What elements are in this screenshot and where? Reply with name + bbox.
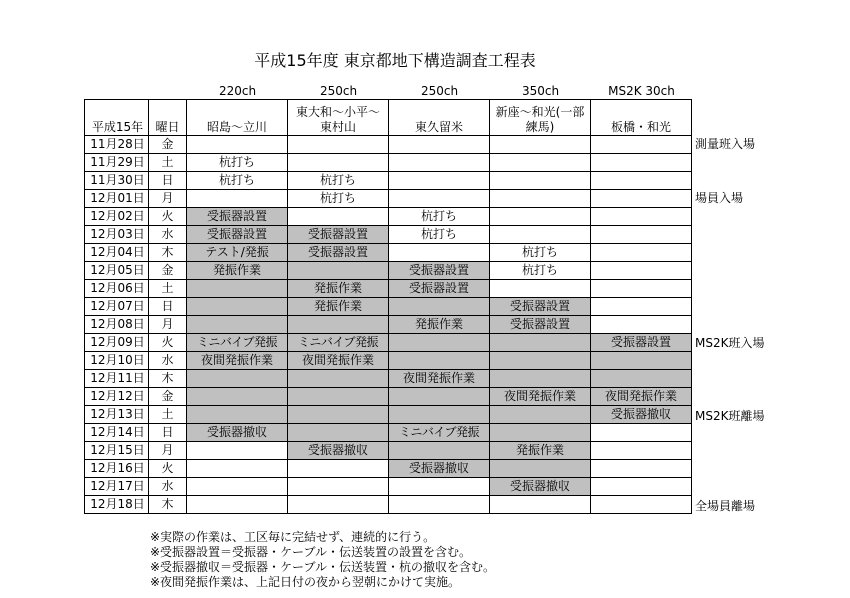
table-row [85, 478, 692, 496]
row-date: 12月17日 [85, 478, 149, 496]
schedule-cell: 受振器撤収 [187, 424, 288, 442]
schedule-cell [490, 334, 591, 352]
schedule-cell [187, 460, 288, 478]
schedule-cell: 受振器設置 [187, 208, 288, 226]
header-date: 平成15年 [85, 100, 149, 136]
schedule-cell [288, 478, 389, 496]
row-date: 12月02日 [85, 208, 149, 226]
row-dow: 日 [149, 424, 187, 442]
schedule-cell [490, 280, 591, 298]
footnote: ※受振器設置＝受振器・ケーブル・伝送装置の設置を含む。 [150, 545, 471, 559]
schedule-cell: 発振作業 [288, 280, 389, 298]
schedule-cell: 受振器設置 [389, 262, 490, 280]
side-note: 場員入場 [695, 191, 744, 206]
schedule-cell: 受振器撤収 [288, 442, 389, 460]
schedule-cell: 杭打ち [389, 226, 490, 244]
schedule-cell: テスト/発振 [187, 244, 288, 262]
schedule-cell [490, 370, 591, 388]
schedule-cell: 受振器撤収 [591, 406, 692, 424]
schedule-cell [490, 352, 591, 370]
schedule-cell [288, 262, 389, 280]
row-date: 12月01日 [85, 190, 149, 208]
table-row [85, 352, 692, 370]
table-row [85, 136, 692, 154]
row-date: 12月15日 [85, 442, 149, 460]
schedule-cell [288, 496, 389, 514]
schedule-cell [591, 244, 692, 262]
schedule-cell [187, 406, 288, 424]
row-dow: 金 [149, 262, 187, 280]
table-row [85, 316, 692, 334]
footnotes [150, 530, 495, 590]
schedule-cell [187, 190, 288, 208]
schedule-cell [490, 424, 591, 442]
schedule-cell [591, 298, 692, 316]
row-date: 12月12日 [85, 388, 149, 406]
channel-label: 220ch [218, 84, 257, 98]
row-dow: 日 [149, 298, 187, 316]
schedule-cell: 発振作業 [288, 298, 389, 316]
row-dow: 木 [149, 496, 187, 514]
schedule-cell [490, 460, 591, 478]
schedule-cell [591, 460, 692, 478]
schedule-cell: 発振作業 [389, 316, 490, 334]
schedule-cell [389, 172, 490, 190]
schedule-cell [288, 208, 389, 226]
table-row [85, 172, 692, 190]
schedule-cell [591, 370, 692, 388]
row-dow: 木 [149, 244, 187, 262]
table-row [85, 280, 692, 298]
schedule-cell [187, 370, 288, 388]
table-row [85, 496, 692, 514]
schedule-cell [591, 136, 692, 154]
table-row [85, 154, 692, 172]
row-date: 12月07日 [85, 298, 149, 316]
side-note: MS2K班離場 [695, 408, 765, 423]
schedule-cell [187, 316, 288, 334]
table-row [85, 460, 692, 478]
schedule-cell [187, 298, 288, 316]
channel-label: MS2K 30ch [608, 84, 675, 98]
schedule-cell [389, 298, 490, 316]
row-dow: 土 [149, 280, 187, 298]
row-date: 12月18日 [85, 496, 149, 514]
schedule-cell [187, 136, 288, 154]
channel-label: 350ch [521, 84, 560, 98]
schedule-cell: 受振器設置 [288, 244, 389, 262]
side-note: 全場員離場 [695, 499, 756, 513]
schedule-cell [490, 154, 591, 172]
row-date: 12月08日 [85, 316, 149, 334]
schedule-cell [187, 478, 288, 496]
schedule-cell: 受振器設置 [490, 298, 591, 316]
schedule-cell [288, 388, 389, 406]
table-row [85, 388, 692, 406]
row-date: 11月30日 [85, 172, 149, 190]
table-row [85, 406, 692, 424]
schedule-cell [389, 334, 490, 352]
row-date: 12月11日 [85, 370, 149, 388]
footnote: ※受振器撤収＝受振器・ケーブル・伝送装置・杭の撤収を含む。 [150, 560, 495, 574]
schedule-cell: 夜間発振作業 [288, 352, 389, 370]
schedule-cell [591, 172, 692, 190]
row-date: 11月29日 [85, 154, 149, 172]
row-dow: 日 [149, 172, 187, 190]
schedule-cell: 受振器設置 [288, 226, 389, 244]
schedule-cell [591, 442, 692, 460]
schedule-cell [187, 442, 288, 460]
schedule-cell: 発振作業 [187, 262, 288, 280]
schedule-cell [591, 478, 692, 496]
schedule-cell [591, 352, 692, 370]
table-row [85, 370, 692, 388]
row-dow: 金 [149, 388, 187, 406]
row-date: 12月03日 [85, 226, 149, 244]
schedule-cell: 受振器設置 [490, 316, 591, 334]
schedule-cell: 夜間発振作業 [490, 388, 591, 406]
row-date: 12月09日 [85, 334, 149, 352]
schedule-cell [389, 244, 490, 262]
channel-label: 250ch [319, 84, 358, 98]
schedule-cell: 夜間発振作業 [591, 388, 692, 406]
schedule-cell [288, 460, 389, 478]
schedule-cell: 杭打ち [490, 262, 591, 280]
row-dow: 月 [149, 316, 187, 334]
schedule-cell: 杭打ち [389, 208, 490, 226]
schedule-cell: 夜間発振作業 [187, 352, 288, 370]
schedule-cell [389, 478, 490, 496]
schedule-cell [389, 388, 490, 406]
schedule-cell [389, 352, 490, 370]
schedule-cell [288, 370, 389, 388]
row-dow: 水 [149, 352, 187, 370]
schedule-cell [288, 424, 389, 442]
channel-label: 250ch [420, 84, 459, 98]
schedule-cell [187, 388, 288, 406]
schedule-cell: ミニバイブ発振 [187, 334, 288, 352]
schedule-cell: 受振器設置 [591, 334, 692, 352]
schedule-cell: 杭打ち [187, 154, 288, 172]
schedule-cell: 杭打ち [288, 190, 389, 208]
table-row [85, 262, 692, 280]
schedule-cell [389, 154, 490, 172]
schedule-cell [389, 496, 490, 514]
header-row [85, 100, 692, 136]
footnote: ※実際の作業は、工区毎に完結せず、連続的に行う。 [150, 530, 436, 544]
schedule-cell [490, 172, 591, 190]
header-dow: 曜日 [149, 100, 187, 136]
schedule-cell [591, 262, 692, 280]
row-dow: 土 [149, 154, 187, 172]
schedule-cell [389, 136, 490, 154]
schedule-cell [288, 406, 389, 424]
row-dow: 木 [149, 370, 187, 388]
schedule-cell [490, 136, 591, 154]
row-date: 12月05日 [85, 262, 149, 280]
schedule-cell: 受振器撤収 [389, 460, 490, 478]
row-dow: 月 [149, 190, 187, 208]
row-dow: 火 [149, 334, 187, 352]
table-row [85, 244, 692, 262]
table-row [85, 298, 692, 316]
header-line-niiza: 新座～和光(一部練馬) [490, 100, 591, 136]
schedule-cell [389, 442, 490, 460]
table-row [85, 226, 692, 244]
row-dow: 水 [149, 478, 187, 496]
row-dow: 火 [149, 208, 187, 226]
header-line-akishima: 昭島～立川 [187, 100, 288, 136]
schedule-cell [591, 154, 692, 172]
schedule-cell: ミニバイブ発振 [288, 334, 389, 352]
header-line-higashikurume: 東久留米 [389, 100, 490, 136]
row-date: 11月28日 [85, 136, 149, 154]
row-date: 12月06日 [85, 280, 149, 298]
schedule-cell: 受振器設置 [187, 226, 288, 244]
schedule-cell [591, 208, 692, 226]
header-line-itabashi: 板橋・和光 [591, 100, 692, 136]
row-dow: 水 [149, 226, 187, 244]
schedule-cell [591, 496, 692, 514]
header-line-higashiyamato: 東大和～小平～東村山 [288, 100, 389, 136]
side-note: MS2K班入場 [695, 336, 765, 351]
row-dow: 土 [149, 406, 187, 424]
table-row [85, 190, 692, 208]
schedule-cell [490, 208, 591, 226]
schedule-cell: 杭打ち [490, 244, 591, 262]
table-row [85, 334, 692, 352]
row-date: 12月10日 [85, 352, 149, 370]
row-dow: 火 [149, 460, 187, 478]
schedule-cell [187, 496, 288, 514]
row-dow: 月 [149, 442, 187, 460]
schedule-cell [591, 316, 692, 334]
row-dow: 金 [149, 136, 187, 154]
schedule-cell [490, 406, 591, 424]
table-row [85, 442, 692, 460]
schedule-cell: 受振器設置 [389, 280, 490, 298]
row-date: 12月04日 [85, 244, 149, 262]
schedule-cell [591, 424, 692, 442]
schedule-cell [187, 280, 288, 298]
schedule-cell [591, 190, 692, 208]
row-date: 12月13日 [85, 406, 149, 424]
schedule-cell: 夜間発振作業 [389, 370, 490, 388]
schedule-cell [490, 190, 591, 208]
page-title: 平成15年度 東京都地下構造調査工程表 [254, 51, 536, 70]
table-row [85, 208, 692, 226]
schedule-cell [389, 406, 490, 424]
schedule-cell: 杭打ち [187, 172, 288, 190]
schedule-cell [490, 496, 591, 514]
schedule-cell [591, 226, 692, 244]
table-row [85, 424, 692, 442]
schedule-cell: ミニバイブ発振 [389, 424, 490, 442]
schedule-table [84, 99, 692, 514]
schedule-cell: 杭打ち [288, 172, 389, 190]
schedule-cell [591, 280, 692, 298]
side-note: 測量班入場 [695, 137, 756, 151]
schedule-cell: 受振器撤収 [490, 478, 591, 496]
row-date: 12月14日 [85, 424, 149, 442]
schedule-cell [288, 316, 389, 334]
schedule-cell [490, 226, 591, 244]
schedule-cell [389, 190, 490, 208]
schedule-cell: 発振作業 [490, 442, 591, 460]
schedule-cell [288, 154, 389, 172]
row-date: 12月16日 [85, 460, 149, 478]
footnote: ※夜間発振作業は、上記日付の夜から翌朝にかけて実施。 [150, 575, 461, 589]
schedule-cell [288, 136, 389, 154]
